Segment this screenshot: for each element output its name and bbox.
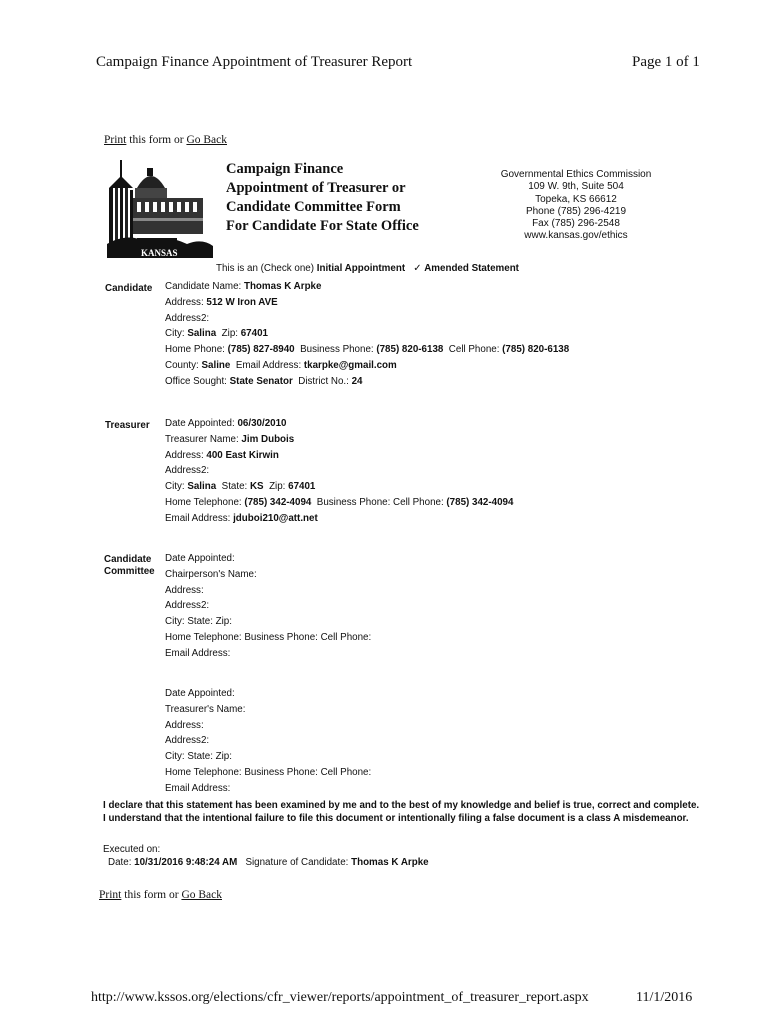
treasurer-address2-row: Address2: [165, 465, 210, 477]
candidate-name-row: Candidate Name: Thomas K Arpke [165, 281, 322, 292]
top-nav [104, 134, 227, 146]
form-title [226, 160, 419, 236]
committee-address-row: Address: [165, 584, 204, 596]
commission-street: 109 W. 9th, Suite 504 [528, 181, 624, 193]
form-title-line: For Candidate For State Office [226, 218, 419, 234]
treasurer-section-label: Treasurer [105, 420, 150, 431]
page-header-title: Campaign Finance Appointment of Treasurer Report [96, 54, 413, 70]
commission-fax: Fax (785) 296-2548 [532, 218, 620, 230]
statement-type-line [216, 263, 519, 274]
committee-treasurer-phones-row: Home Telephone: Business Phone: Cell Phone: [165, 766, 372, 778]
candidate-address2-row: Address2: [165, 312, 210, 324]
committee-phones-row: Home Telephone: Business Phone: Cell Phone: [165, 631, 372, 643]
treasurer-city-state-zip-row: City: Salina State: KS Zip: 67401 [165, 481, 316, 493]
committee-city-state-zip-row: City: State: Zip: [165, 616, 232, 628]
treasurer-name-row: Treasurer Name: Jim Dubois [165, 433, 295, 445]
commission-phone: Phone (785) 296-4219 [525, 205, 627, 217]
commission-web: www.kansas.gov/ethics [524, 230, 628, 242]
form-title-line: Appointment of Treasurer or [226, 180, 406, 196]
treasurer-phones-row: Home Telephone: (785) 342-4094 Business Phone: Cell Phone: (785) 342-4094 [165, 496, 514, 508]
candidate-section [165, 279, 569, 390]
footer-url: http://www.kssos.org/elections/cfr_viewer/reports/appointment_of_treasurer_report.aspx [91, 990, 589, 1005]
committee-email-row: Email Address: [165, 647, 231, 659]
committee-treasurer-address-row: Address: [165, 719, 204, 731]
committee-date-row: Date Appointed: [165, 553, 235, 564]
treasurer-email-row: Email Address: jduboi210@att.net [165, 512, 318, 524]
candidate-phones-row: Home Phone: (785) 827-8940 Business Phone: (785) 820-6138 Cell Phone: (785) 820-6138 [165, 344, 570, 356]
commission-address [471, 169, 681, 243]
committee-treasurer-address2-row: Address2: [165, 735, 210, 747]
committee-address2-row: Address2: [165, 600, 210, 612]
committee-chair-row: Chairperson's Name: [165, 568, 257, 580]
bottom-nav [99, 889, 222, 901]
amended-statement-option: Amended Statement [424, 263, 519, 274]
commission-name: Governmental Ethics Commission [500, 169, 652, 180]
capitol-logo-icon [107, 158, 213, 258]
go-back-link[interactable]: Go Back [181, 889, 222, 901]
treasurer-date-row: Date Appointed: 06/30/2010 [165, 418, 287, 429]
declaration-text: I declare that this statement has been examined by me and to the best of my knowledge and belief is true, correct and complete. I understand that the intentional failure to file this document or intentionally filing a false document is a class A misdemeanor. [103, 800, 700, 824]
print-link[interactable]: Print [104, 134, 127, 146]
committee-treasurer-section [165, 686, 371, 797]
candidate-county-email-row: County: Saline Email Address: tkarpke@gmail.com [165, 359, 397, 371]
committee-treasurer-name-row: Treasurer's Name: [165, 703, 246, 715]
commission-city: Topeka, KS 66612 [535, 193, 617, 205]
treasurer-section [165, 416, 513, 527]
candidate-city-zip-row: City: Salina Zip: 67401 [165, 328, 268, 340]
candidate-office-row: Office Sought: State Senator District No.: 24 [165, 375, 363, 387]
form-title-line: Candidate Committee Form [226, 199, 401, 215]
form-title-line: Campaign Finance [226, 161, 344, 177]
executed-on-label: Executed on: [103, 844, 161, 855]
initial-appointment-option: Initial Appointment [316, 263, 406, 274]
go-back-link[interactable]: Go Back [186, 134, 227, 146]
footer-date: 11/1/2016 [636, 990, 693, 1005]
committee-treasurer-email-row: Email Address: [165, 782, 231, 794]
committee-treasurer-city-state-zip-row: City: State: Zip: [165, 751, 232, 763]
committee-section [165, 551, 371, 662]
page-number: Page 1 of 1 [632, 54, 700, 70]
nav-separator-text: this form or [121, 889, 182, 901]
candidate-address-row: Address: 512 W Iron AVE [165, 296, 278, 308]
committee-treasurer-date-row: Date Appointed: [165, 688, 235, 699]
check-mark-icon: ✓ [413, 263, 422, 274]
treasurer-address-row: Address: 400 East Kirwin [165, 449, 279, 461]
candidate-section-label: Candidate [105, 283, 153, 294]
nav-separator-text: this form or [126, 134, 187, 146]
check-one-label: This is an (Check one) [216, 263, 317, 274]
svg-text:KANSAS: KANSAS [141, 248, 178, 258]
print-link[interactable]: Print [99, 889, 122, 901]
committee-section-label: Candidate Committee [104, 554, 155, 577]
signature-line: Date: 10/31/2016 9:48:24 AM Signature of Candidate: Thomas K Arpke [108, 857, 429, 868]
